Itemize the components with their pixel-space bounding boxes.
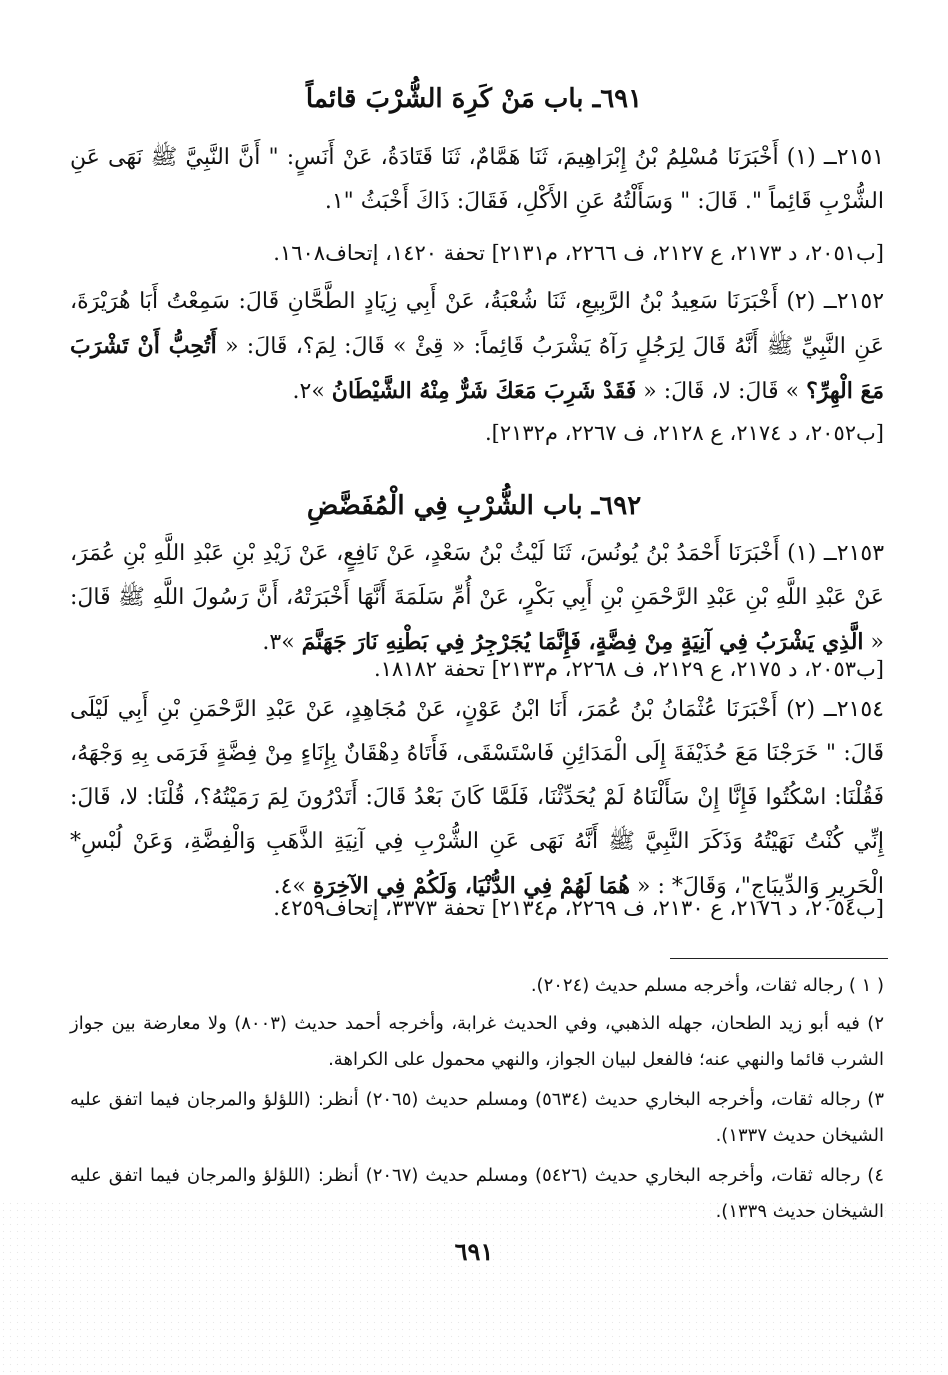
footnote-3: ٣) رجاله ثقات، وأخرجه البخاري حديث (٥٦٣٤) ومسلم حديث (٢٠٦٥) أنظر: (اللؤلؤ والمرجان فيما اتفق عليه الشيخان حديث ١٣٣٧).: [70, 1089, 884, 1146]
hadith-2153-bold: الَّذِي يَشْرَبُ فِي آنِيَةٍ مِنْ فِضَّةٍ، فَإِنَّمَا يُجَرْجِرُ فِي بَطْنِهِ نَارَ جَهَنَّمَ: [301, 629, 864, 655]
chapter-692-heading: ٦٩٢ـ باب الشُّرْبِ فِي الْمُفَضَّضِ: [306, 491, 642, 521]
hadith-2153-text: ٢١٥٣ــ (١) أَخْبَرَنَا أَحْمَدُ بْنُ يُونُسَ، ثَنَا لَيْثُ بْنُ سَعْدٍ، عَنْ نَافِعٍ، عَنْ زَيْدِ بْنِ عَبْدِ اللَّهِ بْنِ عُمَرَ، عَنْ عَبْدِ اللَّهِ بْنِ عَبْدِ الرَّحْمَنِ بْنِ أَبِي بَكْرٍ، عَنْ أُمِّ سَلَمَةَ أَنَّهَا أَخْبَرَتْهُ، أَنَّ رَسُولَ اللَّهِ ﷺ قَالَ: «: [70, 541, 885, 655]
hadith-2151: ٢١٥١ــ (١) أَخْبَرَنَا مُسْلِمُ بْنُ إِبْرَاهِيمَ، ثَنَا هَمَّامٌ، ثَنَا قَتَادَةُ، عَنْ أَنَسٍ: " أَنَّ النَّبِيَّ ﷺ نَهَى عَنِ الشُّرْبِ قَائِماً ". قَالَ: " وَسَأَلْتُهُ عَنِ الأَكْلِ، فَقَالَ: ذَاكَ أَخْبَثُ "١.: [70, 145, 885, 214]
ref-2154: [ب٢٠٥٤، د ٢١٧٦، ع ٢١٣٠، ف ٢٢٦٩، م٢١٣٤] تحفة ٣٣٧٣، إتحاف٤٢٥٩.: [273, 896, 884, 920]
hadith-2153-end: »٣.: [262, 630, 295, 655]
ref-2152: [ب٢٠٥٢، د ٢١٧٤، ع ٢١٢٨، ف ٢٢٦٧، م٢١٣٢].: [485, 421, 884, 445]
hadith-2154-bold: هُمَا لَهُمْ فِي الدُّنْيَا، وَلَكُمْ فِي الآخِرَةِ: [312, 873, 631, 899]
page-number: ٦٩١: [454, 1237, 494, 1266]
ref-2153: [ب٢٠٥٣، د ٢١٧٥، ع ٢١٢٩، ف ٢٢٦٨، م٢١٣٣] تحفة ١٨١٨٢.: [373, 657, 884, 681]
hadith-2154-text: ٢١٥٤ــ (٢) أَخْبَرَنَا عُثْمَانُ بْنُ عُمَرَ، أَنَا ابْنُ عَوْنٍ، عَنْ مُجَاهِدٍ، عَنْ عَبْدِ الرَّحْمَنِ بْنِ أَبِي لَيْلَى قَالَ: " خَرَجْنَا مَعَ حُذَيْفَةَ إِلَى الْمَدَائِنِ فَاسْتَسْقَى، فَأَتَاهُ دِهْقَانٌ بِإِنَاءٍ مِنْ فِضَّةٍ فَرَمَى بِهِ وَجْهَهُ، فَقُلْنَا: اسْكُتُوا فَإِنَّا إِنْ سَأَلْنَاهُ لَمْ يُحَدِّثْنَا، فَلَمَّا كَانَ بَعْدُ قَالَ: أَتَدْرُونَ لِمَ رَمَيْتُهُ؟، قُلْنَا: لا، قَالَ: إِنِّي كُنْتُ نَهَيْتُهُ وَذَكَرَ النَّبِيَّ ﷺ أَنَّهُ نَهَى عَنِ الشُّرْبِ فِي آنِيَةِ الذَّهَبِ وَالْفِضَّةِ، وَعَنْ لُبْسِ* الْحَرِيرِ وَالدِّيبَاجِ"، وَقَالَ* : «: [70, 697, 884, 899]
hadith-2152-mid: » قَالَ: لا، قَالَ: «: [643, 379, 800, 404]
ref-2151: [ب٢٠٥١، د ٢١٧٣، ع ٢١٢٧، ف ٢٢٦٦، م٢١٣١] تحفة ١٤٢٠، إتحاف١٦٠٨.: [273, 241, 884, 265]
footnote-1: ( ١ ) رجاله ثقات، وأخرجه مسلم حديث (٢٠٢٤).: [530, 975, 884, 996]
hadith-2154-end: »٤.: [273, 874, 306, 899]
hadith-2153: [70, 532, 884, 665]
hadith-2154: [70, 688, 884, 909]
footnote-4: ٤) رجاله ثقات، وأخرجه البخاري حديث (٥٤٢٦) ومسلم حديث (٢٠٦٧) أنظر: (اللؤلؤ والمرجان فيما اتفق عليه الشيخان حديث ١٣٣٩).: [70, 1165, 884, 1222]
hadith-2152-bold-1: أَتُحِبُّ أَنْ تَشْرَبَ مَعَ الْهِرِّ؟: [70, 333, 884, 404]
chapter-691-heading: ٦٩١ـ باب مَنْ كَرِهَ الشُّرْبَ قائماً: [305, 84, 643, 114]
hadith-2152: [70, 280, 884, 414]
hadith-2152-bold-2: فَقَدْ شَرِبَ مَعَكَ شَرٌّ مِنْهُ الشَّيْطَانُ: [331, 378, 637, 404]
footnote-divider: [670, 958, 888, 959]
hadith-2152-end: »٢.: [292, 379, 325, 404]
footnote-2: ٢) فيه أبو زيد الطحان، جهله الذهبي، وفي الحديث غرابة، وأخرجه أحمد حديث (٨٠٠٣) ولا معارضة بين جواز الشرب قائما والنهي عنه؛ فالفعل لبيان الجواز، والنهي محمول على الكراهة.: [70, 1013, 884, 1070]
hadith-2152-text: ٢١٥٢ــ (٢) أَخْبَرَنَا سَعِيدُ بْنُ الرَّبِيعِ، ثَنَا شُعْبَةُ، عَنْ أَبِي زِيَادٍ الطَّحَّانِ قَالَ: سَمِعْتُ أَبَا هُرَيْرَةَ، عَنِ النَّبِيِّ ﷺ أَنَّهُ قَالَ لِرَجُلٍ رَآهُ يَشْرَبُ قَائِماً: « قِئْ » قَالَ: لِمَ؟، قَالَ: «: [70, 289, 885, 359]
